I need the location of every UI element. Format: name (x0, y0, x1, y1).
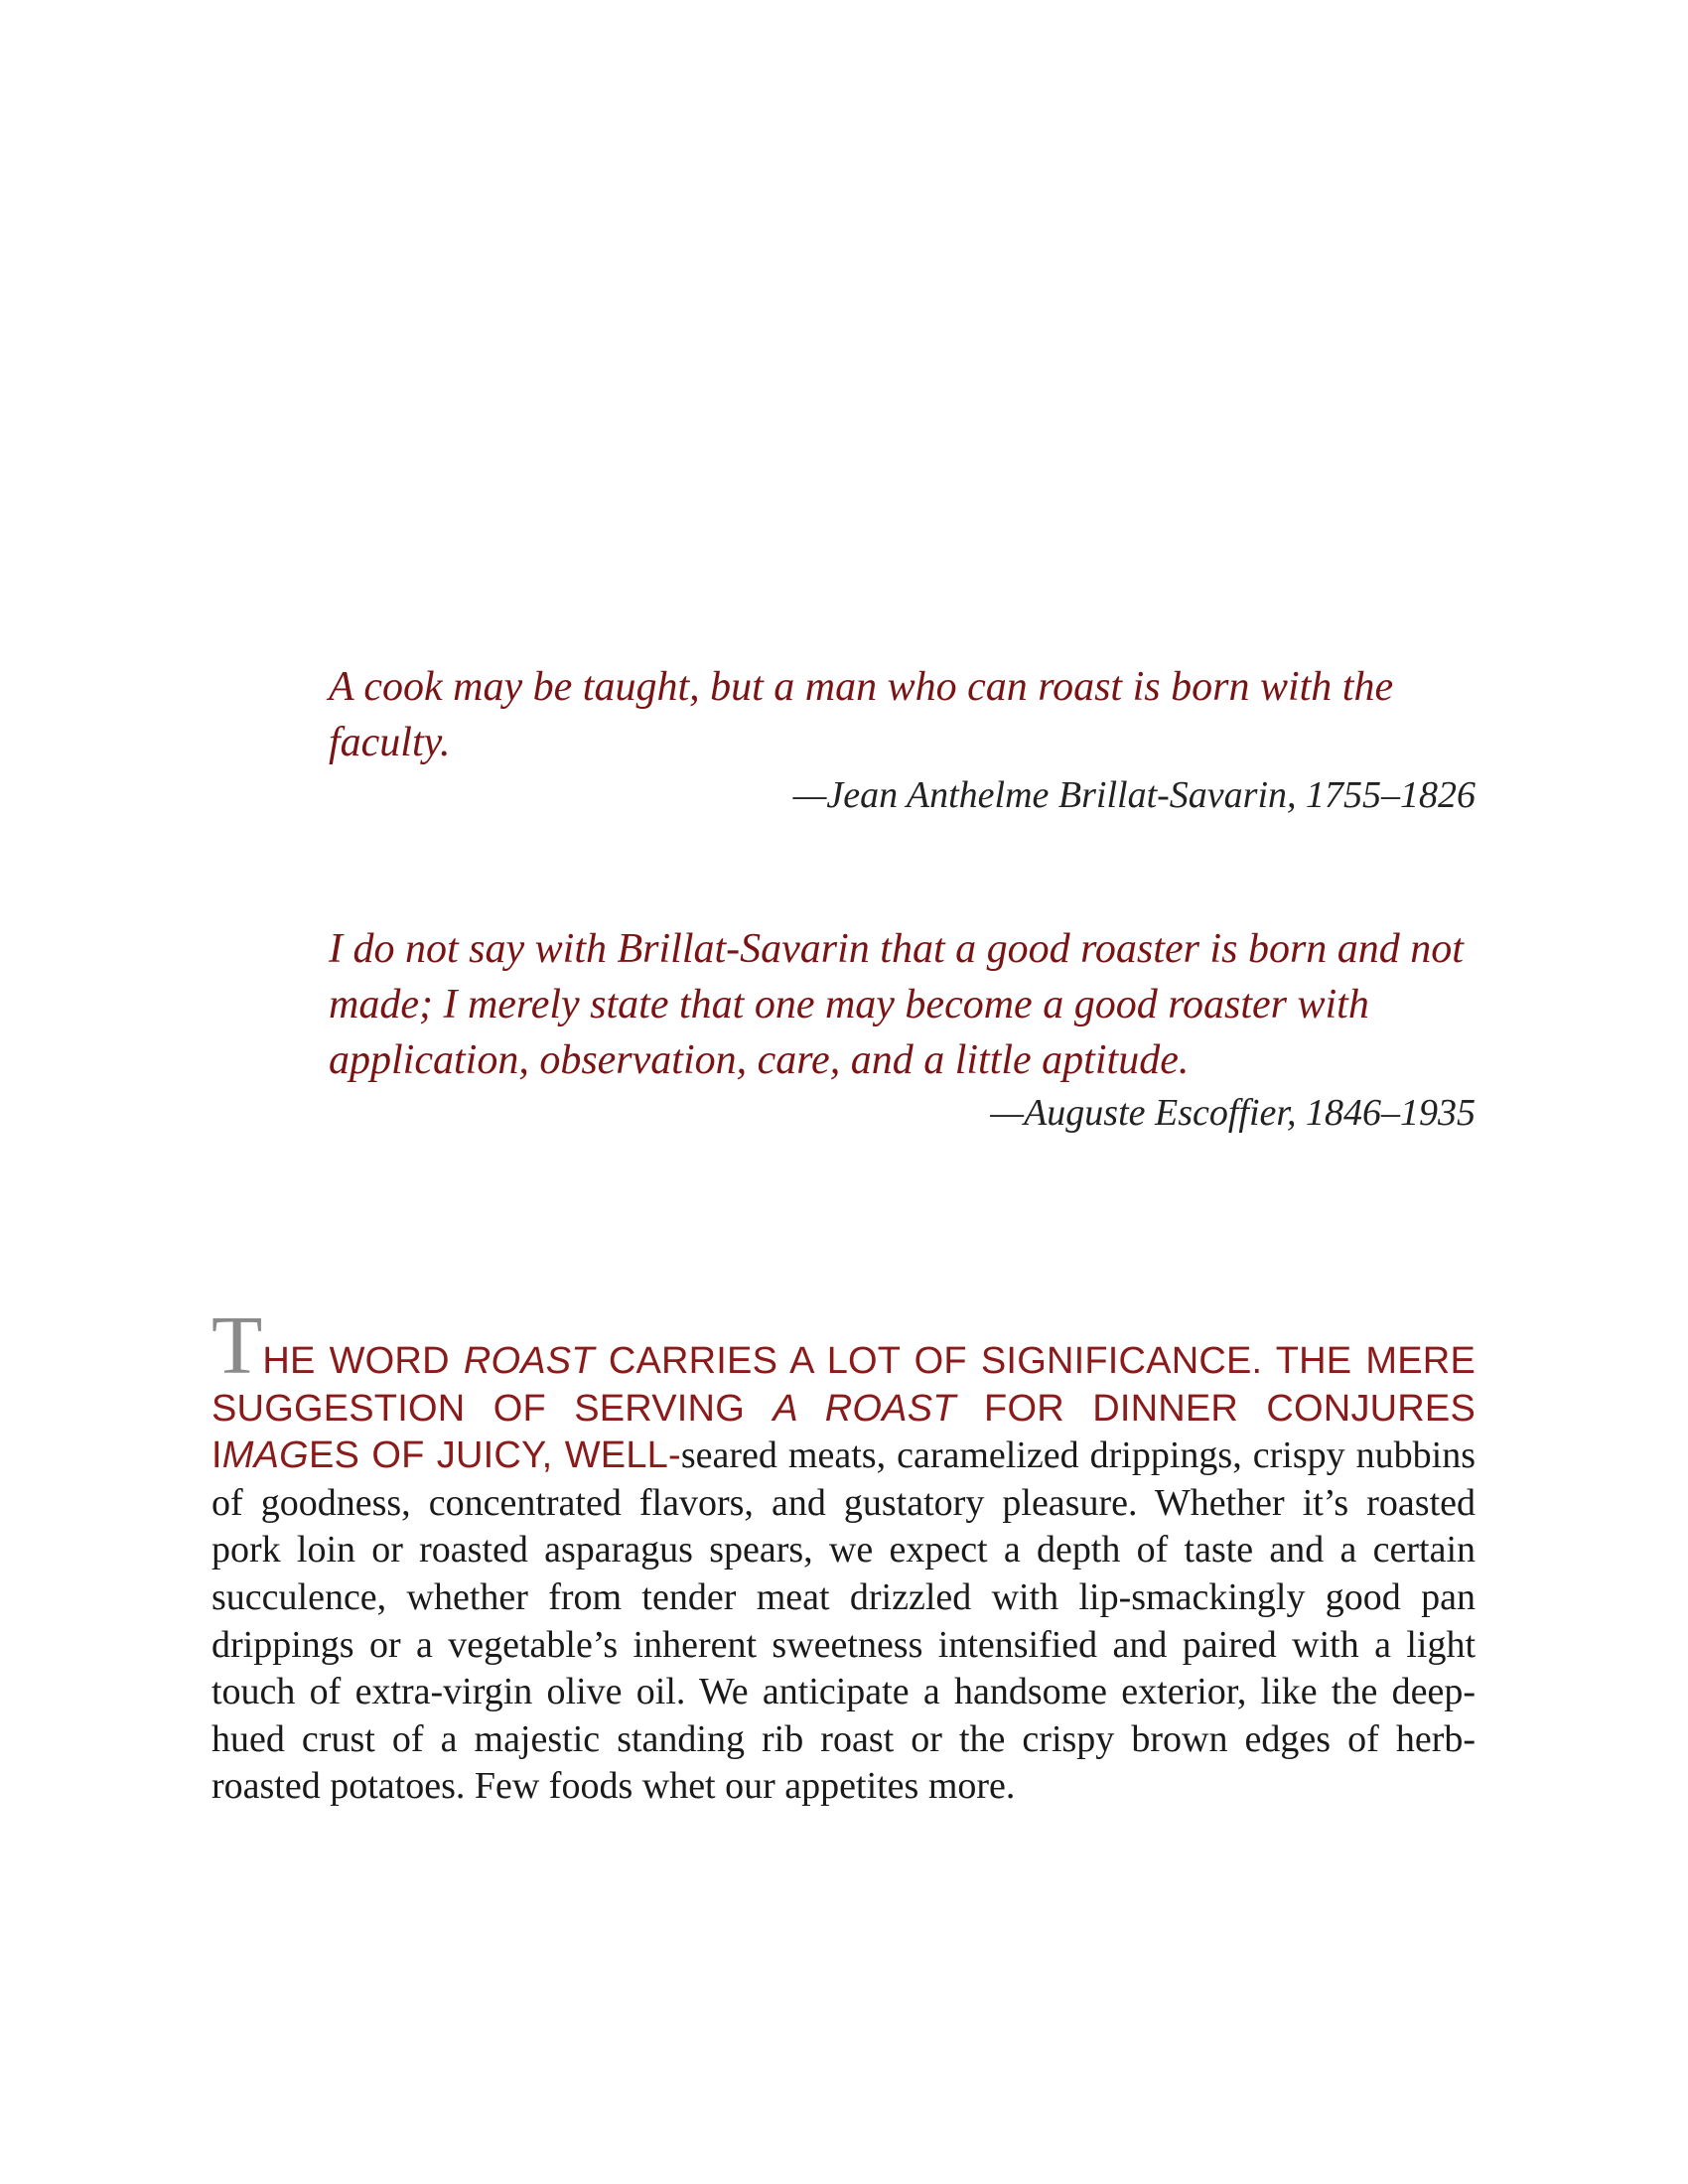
body-paragraph (211, 1299, 1477, 1811)
epigraph-brillat-savarin (329, 659, 1476, 820)
lead-in-italic: A ROAST (773, 1387, 956, 1430)
lead-in-italic: ROAST (463, 1340, 595, 1382)
epigraph-quote: I do not say with Brillat-Savarin that a good roaster is born and not made; I merely state that one may become a good roaster with application, observation, care, and a little aptitude. (329, 926, 1464, 1083)
epigraph-attribution: —Auguste Escoffier, 1846–1935 (990, 1092, 1476, 1134)
lead-in-text: HE WORD (262, 1340, 464, 1382)
lead-in-text: ES OF JUICY, WELL- (308, 1434, 681, 1477)
lead-in-text: CARRIES A LOT OF SIGNIFICANCE. THE MERE SUGGESTION OF SERVING (211, 1340, 1476, 1430)
epigraph-escoffier (329, 921, 1476, 1138)
drop-cap: T (211, 1299, 263, 1392)
epigraph-attribution: —Jean Anthelme Brillat-Savarin, 1755–1826 (792, 774, 1476, 816)
body-text: seared meats, caramelized drippings, crispy nubbins of goodness, concentrated flavors, and gustatory pleasure. Whether it’s roasted pork loin or roasted asparagus spears, we expect a depth of taste and a certain succulence, whether from tender meat drizzled with lip-smackingly good pan drippings or a vegetable’s inherent sweetness intensified and paired with a light touch of extra-virgin olive oil. We anticipate a handsome exterior, like the deep-hued crust of a majestic standing rib roast or the crispy brown edges of herb-roasted potatoes. Few foods whet our appetites more. (211, 1434, 1476, 1808)
epigraph-quote: A cook may be taught, but a man who can roast is born with the faculty. (329, 664, 1394, 765)
lead-in-text: FOR DINNER CONJURES I (211, 1387, 1477, 1477)
lead-in-italic: MAG (221, 1434, 309, 1477)
